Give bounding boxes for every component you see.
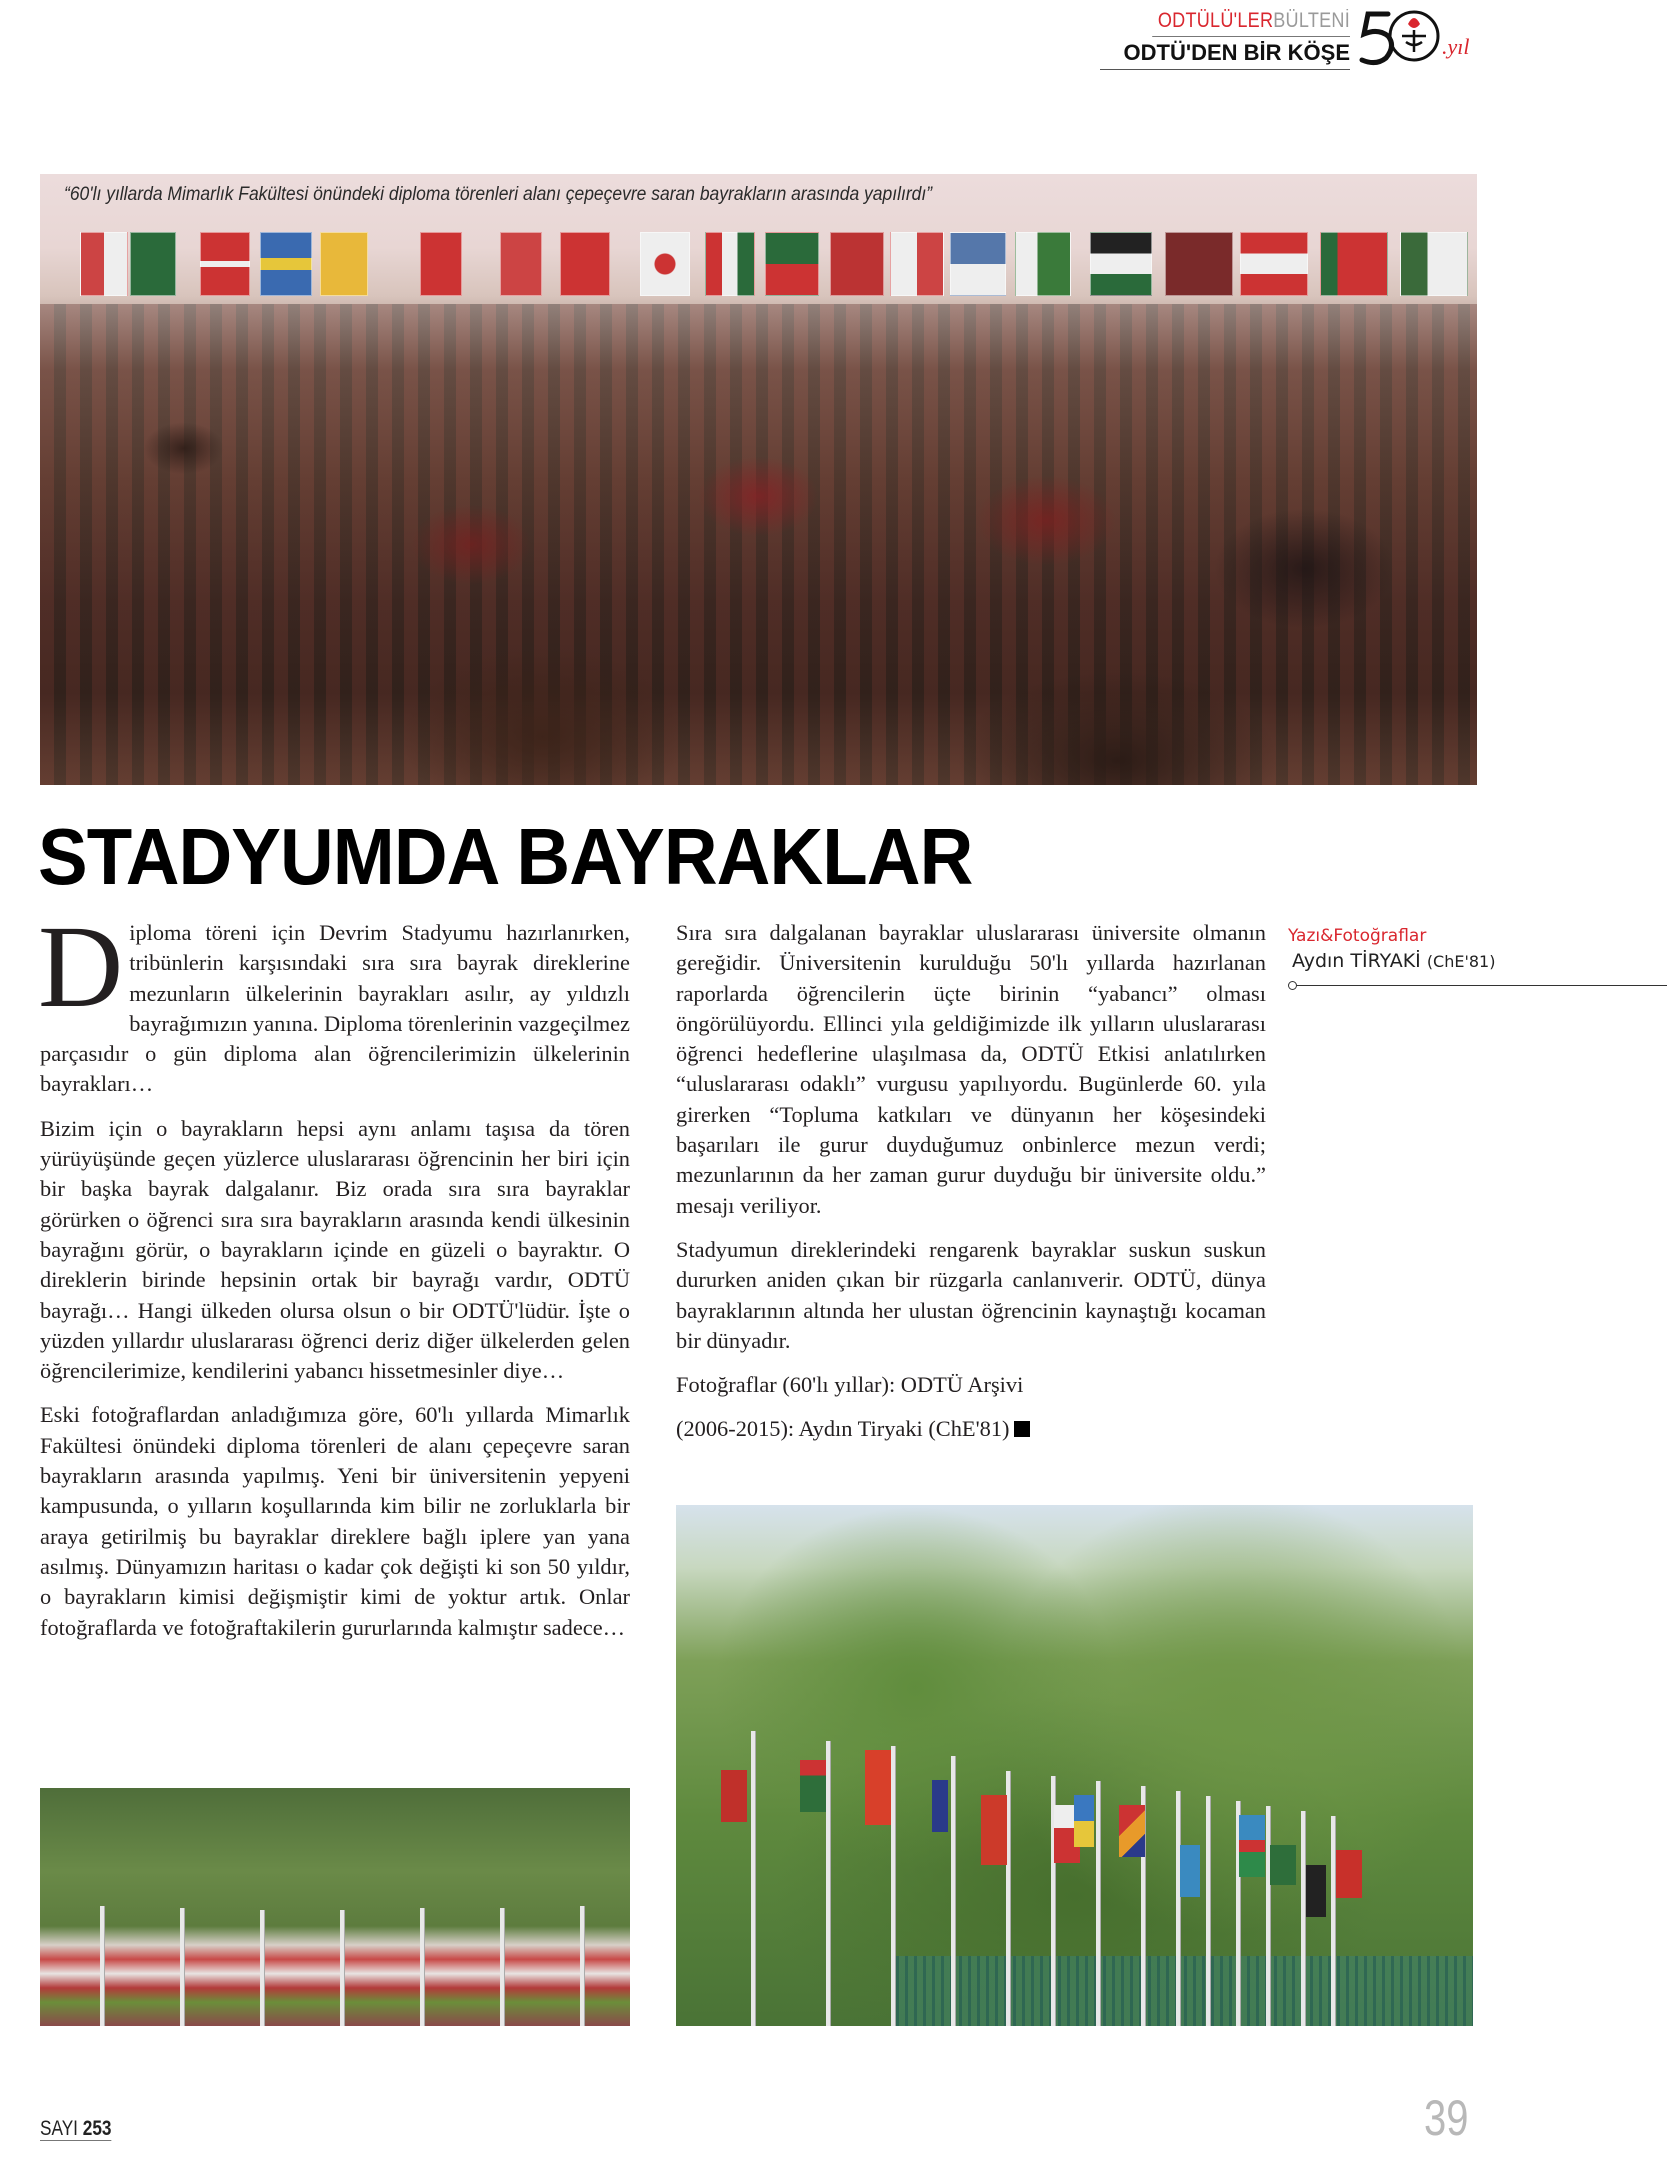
publication-name [1152,8,1350,37]
photo-credit-archive: Fotoğraflar (60'lı yıllar): ODTÜ Arşivi [676,1372,1024,1398]
photo-credit-author: (2006-2015): Aydın Tiryaki (ChE'81) [676,1414,1266,1444]
stadium-flags-photo [40,1788,630,2026]
fence [896,1956,1473,2026]
section-name: ODTÜ'DEN BİR KÖŞE [1100,40,1350,70]
crowd-of-graduates [40,304,1477,785]
end-of-article-mark [1014,1421,1030,1437]
paragraph-4: Sıra sıra dalgalanan bayraklar uluslararası üniversite olmanın gereğidir. Üniversitenin kurulduğu 50'lı yıllarda hazırlanan raporlarda öğrencilerin üçte birinin “yabancı” olması öngörülüyordu. Ellinci yıla geldiğimizde ilk yılların uluslararası öğrenci hedeflerine ulaşılmasa da, ODTÜ Etkisi anlatılırken “uluslararası odaklı” vurgusu yapılıyordu. Bugünlerde 60. yıla girerken “Topluma katkıları ve dünyanın her köşesindeki başarıları ile gurur duyduğumuz onbinlerce mezun verdi; mezunlarının da her zaman gurur duyduğu bir üniversite oldu.” mesajı veriliyor. [676,920,1266,1218]
svg-text:.yıl: .yıl [1442,34,1470,59]
paragraph-1: Diploma töreni için Devrim Stadyumu hazırlanırken, tribünlerin karşısındaki sıra sıra bayrak direklerine mezunların ülkelerinin bayrakları asılır, ay yıldızlı bayrağımızın yanına. Diploma törenlerinin vazgeçilmez parçasıdır o gün diploma alan öğrencilerimizin ülkelerinin bayrakları… [38,901,630,1097]
author-affiliation: (ChE'81) [1426,952,1496,971]
publication-name-gray: BÜLTENİ [1273,9,1350,32]
paragraph-5: Stadyumun direklerindeki rengarenk bayraklar suskun suskun dururken aniden çıkan bir rüzgarla canlanıverir. ODTÜ, dünya bayraklarının altında her ulustan öğrencinin kaynaştığı kocaman bir dünyadır. [676,1236,1266,1353]
publication-name-red: ODTÜLÜ'LER [1157,9,1274,32]
drop-cap: D [38,901,124,1032]
torch-flame-icon [1408,18,1420,28]
anniversary-logo [1358,2,1483,70]
top-photo-graduation-ceremony [40,174,1477,785]
author-role: Yazı&Fotoğraflar [1288,926,1427,946]
article-middle-column [676,918,1266,1459]
top-photo-caption: “60'lı yıllarda Mimarlık Fakültesi önündeki diploma törenleri alanı çepeçevre saran bayrakların arasında yapılırdı” [64,184,933,205]
page-number: 39 [1424,2090,1469,2146]
article-title: STADYUMDA BAYRAKLAR [38,812,973,901]
flagpoles-trees-photo [676,1505,1473,2026]
paragraph-3: Eski fotoğraflardan anladığımıza göre, 60'lı yıllarda Mimarlık Fakültesi önündeki diploma törenleri de alanı çepeçevre saran bayrakların arasında yapılmış. Yeni bir üniversitenin yepyeni kampusunda, o yılların koşullarında kim bilir ne zorluklarla bir araya getirilmiş bu bayraklar direklere bağlı iplere yan yana asılmış. Dünyamızın haritası o kadar çok değişti ki son 50 yıldır, o bayrakların kimisi değişmiştir kimi de yoktur artık. Onlar fotoğraflarda ve fotoğraftakilerin gururlarında kalmıştır sadece… [40,1402,630,1640]
article-left-column [38,901,630,1657]
author-divider [1296,985,1667,986]
paragraph-2: Bizim için o bayrakların hepsi aynı anlamı taşısa da tören yürüyüşünde geçen yüzlerce uluslararası öğrencinin her biri için bir başka bayrak dalgalanır. Biz orada sıra sıra bayraklar görürken o öğrenci sıra sıra bayrakların arasında kendi ülkesinin bayrağını görür, o bayrakların içinde en güzeli o bayraktır. O direklerin birinde hepsinin ortak bir bayrağı vardır, ODTÜ bayrağı… Hangi ülkeden olursa olsun o bir ODTÜ'lüdür. İşte o yüzden yıllardır uluslararası öğrenci deriz diğer ülkelerden gelen öğrencilerimize, kendilerini yabancı hissetmesinler diye… [40,1115,630,1384]
issue-number: SAYI 253 [40,2117,112,2140]
author-name: Aydın TİRYAKİ (ChE'81) [1292,950,1496,972]
